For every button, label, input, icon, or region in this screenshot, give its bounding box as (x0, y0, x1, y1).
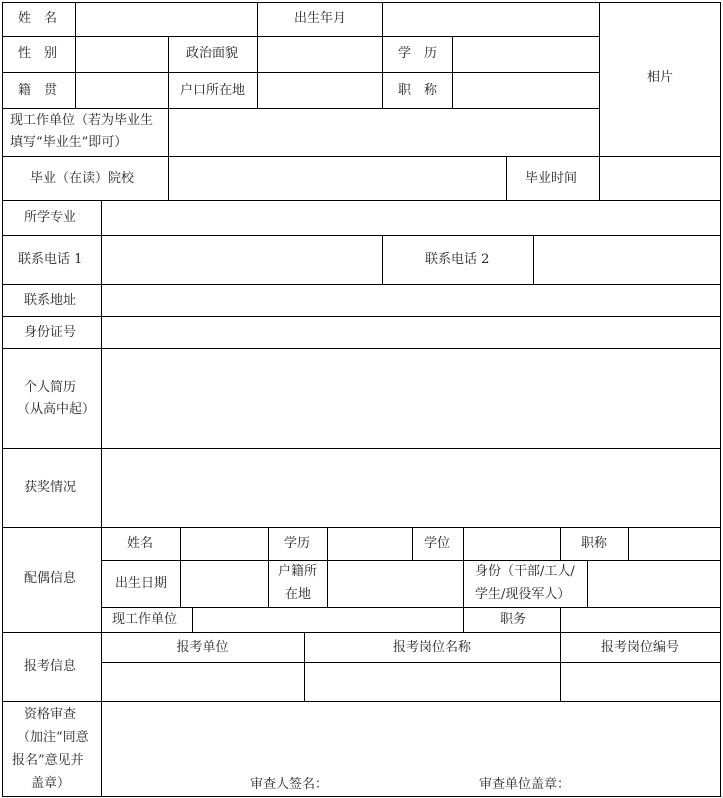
apply-post-name-field[interactable] (305, 663, 560, 701)
spouse-position-field[interactable] (561, 608, 720, 632)
title-label: 职 称 (398, 83, 438, 98)
apply-unit-label: 报考单位 (176, 640, 229, 655)
spouse-degree-field[interactable] (464, 528, 560, 560)
id-number-label: 身份证号 (24, 325, 77, 340)
major-field[interactable] (102, 201, 720, 235)
phone2-field[interactable] (534, 236, 720, 284)
phone2-label: 联系电话 2 (425, 252, 490, 267)
spouse-position-label: 职务 (500, 612, 527, 627)
id-number-field[interactable] (102, 317, 720, 348)
major-label: 所学专业 (24, 210, 77, 225)
reviewer-signature-label: 审查人签名： (250, 777, 329, 792)
resume-label-line1: 个人简历 (24, 380, 77, 395)
photo-label: 相片 (646, 70, 673, 85)
spouse-work-unit-label: 现工作单位 (112, 612, 178, 627)
school-field[interactable] (169, 157, 506, 200)
education-field[interactable] (453, 37, 599, 72)
spouse-identity-field[interactable] (588, 561, 720, 607)
birth-field[interactable] (383, 3, 599, 36)
political-field[interactable] (258, 37, 382, 72)
title-field[interactable] (453, 73, 599, 108)
spouse-education-field[interactable] (328, 528, 412, 560)
name-label: 姓 名 (18, 11, 58, 26)
resume-label-line2: （从高中起） (17, 402, 96, 417)
spouse-section-label: 配偶信息 (24, 571, 77, 586)
graduation-time-field[interactable] (600, 157, 720, 200)
awards-field[interactable] (102, 449, 720, 527)
birth-label: 出生年月 (294, 11, 347, 26)
graduation-time-label: 毕业时间 (525, 171, 578, 186)
name-field[interactable] (76, 3, 257, 36)
spouse-title-label: 职称 (581, 536, 608, 551)
work-unit-field[interactable] (169, 109, 599, 156)
school-label: 毕业（在读）院校 (30, 171, 135, 186)
apply-unit-field[interactable] (102, 663, 304, 701)
review-label-line2: （加注“同意 (17, 730, 89, 745)
spouse-hukou-line2: 在地 (285, 587, 312, 602)
phone1-label: 联系电话 1 (18, 252, 83, 267)
spouse-identity-line1: 身份（干部/工人/ (475, 564, 575, 579)
spouse-degree-label: 学位 (424, 536, 451, 551)
education-label: 学 历 (398, 46, 438, 61)
apply-section-label: 报考信息 (24, 659, 77, 674)
review-label-line4: 盖章） (31, 776, 71, 791)
review-label-line3: 报名”意见并 (12, 753, 84, 768)
spouse-name-field[interactable] (181, 528, 268, 560)
spouse-work-unit-field[interactable] (193, 608, 463, 632)
resume-field[interactable] (102, 349, 720, 448)
spouse-name-label: 姓名 (127, 536, 154, 551)
native-place-field[interactable] (76, 73, 168, 108)
spouse-hukou-field[interactable] (328, 561, 463, 607)
review-label-line1: 资格审查 (24, 707, 77, 722)
spouse-hukou-line1: 户籍所 (278, 564, 318, 579)
native-place-label: 籍 贯 (18, 83, 58, 98)
gender-label: 性 别 (18, 46, 58, 61)
spouse-identity-line2: 学生/现役军人） (475, 587, 571, 602)
work-unit-label-line2: 填写“毕业生”即可） (10, 135, 128, 150)
hukou-label: 户口所在地 (180, 83, 246, 98)
apply-post-code-field[interactable] (561, 663, 720, 701)
awards-label: 获奖情况 (24, 480, 77, 495)
spouse-birth-field[interactable] (181, 561, 268, 607)
photo-box[interactable] (600, 3, 720, 156)
address-field[interactable] (102, 285, 720, 316)
address-label: 联系地址 (24, 293, 77, 308)
spouse-birth-label: 出生日期 (115, 576, 168, 591)
spouse-education-label: 学历 (284, 536, 311, 551)
review-unit-seal-label: 审查单位盖章： (479, 777, 571, 792)
apply-post-name-label: 报考岗位名称 (392, 640, 471, 655)
apply-post-code-label: 报考岗位编号 (600, 640, 679, 655)
hukou-field[interactable] (258, 73, 382, 108)
phone1-field[interactable] (102, 236, 382, 284)
spouse-title-field[interactable] (629, 528, 720, 560)
review-opinion-field[interactable] (102, 702, 720, 770)
political-label: 政治面貌 (186, 46, 239, 61)
gender-field[interactable] (76, 37, 168, 72)
work-unit-label-line1: 现工作单位（若为毕业生 (10, 113, 154, 128)
